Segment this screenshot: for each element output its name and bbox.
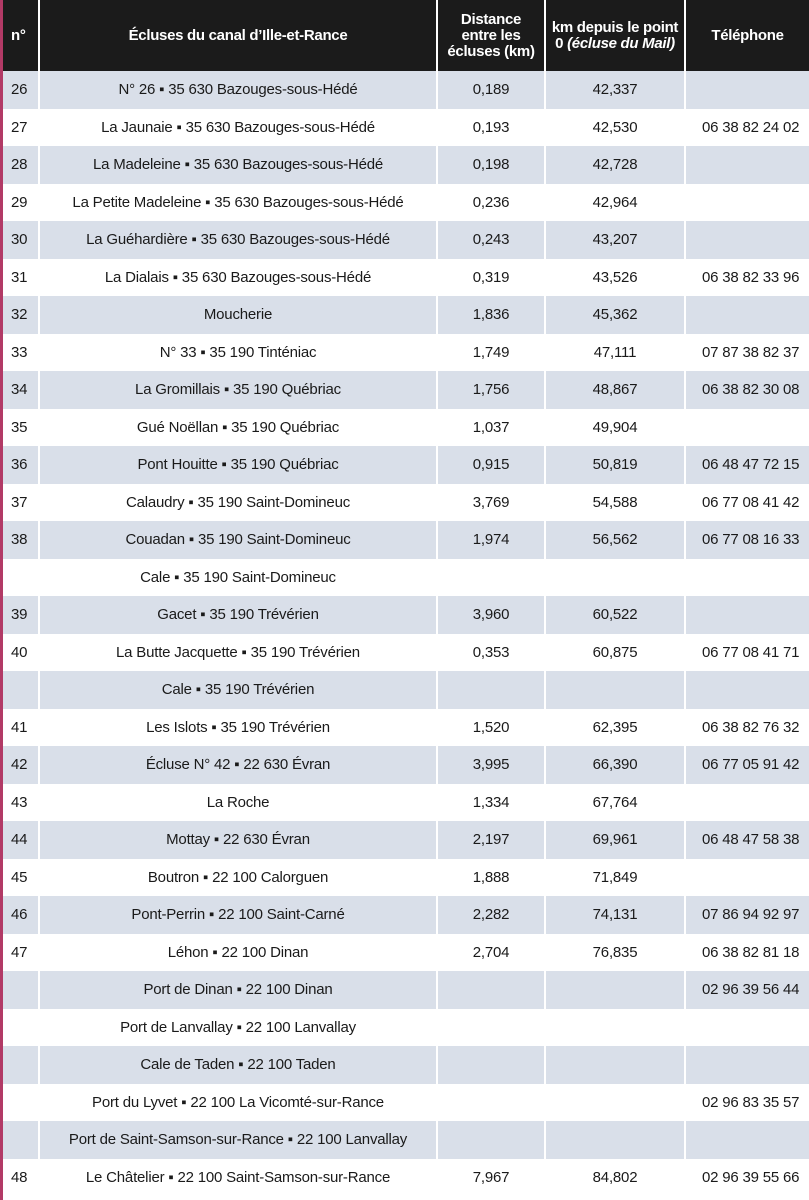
lock-phone: 06 48 47 72 15	[685, 446, 809, 484]
header-name: Écluses du canal d’Ille-et-Rance	[39, 0, 437, 71]
lock-number: 46	[3, 896, 39, 934]
lock-name: La Dialais ▪ 35 630 Bazouges-sous-Hédé	[39, 259, 437, 297]
lock-number: 37	[3, 484, 39, 522]
lock-name: La Guéhardière ▪ 35 630 Bazouges-sous-Hédé	[39, 221, 437, 259]
header-km	[545, 0, 685, 71]
lock-km: 42,337	[545, 71, 685, 109]
lock-distance: 0,198	[437, 146, 545, 184]
lock-distance	[437, 559, 545, 597]
lock-km: 49,904	[545, 409, 685, 447]
lock-phone	[685, 1121, 809, 1159]
lock-distance: 3,769	[437, 484, 545, 522]
lock-phone: 02 96 39 56 44	[685, 971, 809, 1009]
table-row	[3, 896, 809, 934]
lock-name: Port de Lanvallay ▪ 22 100 Lanvallay	[39, 1009, 437, 1047]
table-row	[3, 184, 809, 222]
lock-distance: 3,960	[437, 596, 545, 634]
lock-number: 39	[3, 596, 39, 634]
header-distance: Distance entre les écluses (km)	[437, 0, 545, 71]
lock-name: La Butte Jacquette ▪ 35 190 Trévérien	[39, 634, 437, 672]
lock-distance: 2,282	[437, 896, 545, 934]
lock-name: Écluse N° 42 ▪ 22 630 Évran	[39, 746, 437, 784]
table-row	[3, 784, 809, 822]
table-row	[3, 221, 809, 259]
lock-distance: 2,197	[437, 821, 545, 859]
table-row	[3, 371, 809, 409]
lock-name: N° 33 ▪ 35 190 Tinténiac	[39, 334, 437, 372]
table-row	[3, 1084, 809, 1122]
lock-km: 47,111	[545, 334, 685, 372]
lock-phone	[685, 296, 809, 334]
table-row	[3, 484, 809, 522]
lock-phone: 06 38 82 33 96	[685, 259, 809, 297]
lock-number: 32	[3, 296, 39, 334]
lock-km: 62,395	[545, 709, 685, 747]
lock-phone	[685, 596, 809, 634]
header-row	[3, 0, 809, 71]
lock-distance: 1,749	[437, 334, 545, 372]
lock-distance	[437, 1084, 545, 1122]
lock-phone	[685, 71, 809, 109]
lock-name: Pont-Perrin ▪ 22 100 Saint-Carné	[39, 896, 437, 934]
lock-km: 71,849	[545, 859, 685, 897]
lock-km: 74,131	[545, 896, 685, 934]
lock-distance: 0,189	[437, 71, 545, 109]
lock-name: Le Châtelier ▪ 22 100 Saint-Samson-sur-Rance	[39, 1159, 437, 1197]
lock-phone: 07 86 94 92 97	[685, 896, 809, 934]
table-row	[3, 671, 809, 709]
lock-km	[545, 671, 685, 709]
lock-km: 43,207	[545, 221, 685, 259]
lock-number	[3, 1046, 39, 1084]
lock-distance: 1,974	[437, 521, 545, 559]
lock-number: 44	[3, 821, 39, 859]
lock-km: 50,819	[545, 446, 685, 484]
lock-number: 41	[3, 709, 39, 747]
lock-km: 69,961	[545, 821, 685, 859]
lock-number: 29	[3, 184, 39, 222]
lock-number: 31	[3, 259, 39, 297]
lock-number: 38	[3, 521, 39, 559]
lock-number: 42	[3, 746, 39, 784]
lock-phone: 02 96 39 55 66	[685, 1159, 809, 1197]
lock-phone: 06 77 08 16 33	[685, 521, 809, 559]
lock-phone: 06 38 82 24 02	[685, 109, 809, 147]
lock-distance: 0,353	[437, 634, 545, 672]
table-row	[3, 934, 809, 972]
lock-number: 30	[3, 221, 39, 259]
lock-number: 45	[3, 859, 39, 897]
lock-distance: 3,995	[437, 746, 545, 784]
lock-name: Port de Saint-Samson-sur-Rance ▪ 22 100 Lanvallay	[39, 1121, 437, 1159]
lock-km: 45,362	[545, 296, 685, 334]
table-body	[3, 71, 809, 1196]
header-km-italic: (écluse du Mail)	[567, 34, 675, 52]
table-row	[3, 709, 809, 747]
lock-phone: 06 38 82 76 32	[685, 709, 809, 747]
lock-phone: 07 87 38 82 37	[685, 334, 809, 372]
lock-number	[3, 1084, 39, 1122]
lock-distance: 1,334	[437, 784, 545, 822]
lock-km	[545, 1121, 685, 1159]
lock-phone: 06 77 08 41 71	[685, 634, 809, 672]
lock-name: Port du Lyvet ▪ 22 100 La Vicomté-sur-Rance	[39, 1084, 437, 1122]
lock-distance: 0,243	[437, 221, 545, 259]
lock-distance: 1,520	[437, 709, 545, 747]
lock-number	[3, 1009, 39, 1047]
lock-km	[545, 1084, 685, 1122]
lock-km: 54,588	[545, 484, 685, 522]
lock-number: 27	[3, 109, 39, 147]
lock-name: La Petite Madeleine ▪ 35 630 Bazouges-sous-Hédé	[39, 184, 437, 222]
lock-name: Les Islots ▪ 35 190 Trévérien	[39, 709, 437, 747]
lock-name: N° 26 ▪ 35 630 Bazouges-sous-Hédé	[39, 71, 437, 109]
lock-name: Cale ▪ 35 190 Trévérien	[39, 671, 437, 709]
table-row	[3, 746, 809, 784]
lock-km: 60,875	[545, 634, 685, 672]
lock-number: 26	[3, 71, 39, 109]
lock-distance: 0,193	[437, 109, 545, 147]
lock-number: 35	[3, 409, 39, 447]
table-row	[3, 71, 809, 109]
lock-distance: 1,888	[437, 859, 545, 897]
lock-distance: 0,915	[437, 446, 545, 484]
lock-number: 28	[3, 146, 39, 184]
table-row	[3, 971, 809, 1009]
lock-name: La Jaunaie ▪ 35 630 Bazouges-sous-Hédé	[39, 109, 437, 147]
lock-number: 47	[3, 934, 39, 972]
lock-km: 43,526	[545, 259, 685, 297]
table-row	[3, 1046, 809, 1084]
lock-number: 36	[3, 446, 39, 484]
lock-phone	[685, 1009, 809, 1047]
header-km-prefix: km depuis le point 0	[551, 18, 679, 52]
table-row	[3, 559, 809, 597]
locks-table	[3, 0, 809, 1196]
lock-distance: 1,836	[437, 296, 545, 334]
lock-phone	[685, 559, 809, 597]
table-row	[3, 1009, 809, 1047]
lock-distance: 7,967	[437, 1159, 545, 1197]
lock-km: 76,835	[545, 934, 685, 972]
lock-km	[545, 971, 685, 1009]
table-header	[3, 0, 809, 71]
lock-name: Pont Houitte ▪ 35 190 Québriac	[39, 446, 437, 484]
lock-number	[3, 559, 39, 597]
lock-name: Gacet ▪ 35 190 Trévérien	[39, 596, 437, 634]
lock-number	[3, 1121, 39, 1159]
lock-name: Cale ▪ 35 190 Saint-Domineuc	[39, 559, 437, 597]
lock-distance	[437, 1121, 545, 1159]
lock-name: Port de Dinan ▪ 22 100 Dinan	[39, 971, 437, 1009]
lock-distance	[437, 671, 545, 709]
lock-km	[545, 1046, 685, 1084]
lock-km: 42,728	[545, 146, 685, 184]
lock-number: 33	[3, 334, 39, 372]
lock-phone	[685, 859, 809, 897]
lock-phone	[685, 409, 809, 447]
lock-distance: 0,319	[437, 259, 545, 297]
lock-distance: 0,236	[437, 184, 545, 222]
lock-km: 67,764	[545, 784, 685, 822]
lock-distance	[437, 1009, 545, 1047]
table-row	[3, 859, 809, 897]
lock-phone: 06 38 82 81 18	[685, 934, 809, 972]
table-row	[3, 409, 809, 447]
lock-name: Cale de Taden ▪ 22 100 Taden	[39, 1046, 437, 1084]
lock-phone: 06 77 08 41 42	[685, 484, 809, 522]
lock-name: La Roche	[39, 784, 437, 822]
lock-km: 66,390	[545, 746, 685, 784]
lock-number: 48	[3, 1159, 39, 1197]
lock-number	[3, 971, 39, 1009]
lock-phone	[685, 221, 809, 259]
lock-km: 42,530	[545, 109, 685, 147]
lock-distance: 1,756	[437, 371, 545, 409]
header-phone: Téléphone	[685, 0, 809, 71]
lock-phone	[685, 1046, 809, 1084]
lock-phone	[685, 784, 809, 822]
table-row	[3, 259, 809, 297]
lock-name: Mottay ▪ 22 630 Évran	[39, 821, 437, 859]
lock-name: La Gromillais ▪ 35 190 Québriac	[39, 371, 437, 409]
table-row	[3, 1121, 809, 1159]
lock-km: 60,522	[545, 596, 685, 634]
table-row	[3, 1159, 809, 1197]
lock-km: 84,802	[545, 1159, 685, 1197]
lock-phone	[685, 184, 809, 222]
lock-name: Couadan ▪ 35 190 Saint-Domineuc	[39, 521, 437, 559]
lock-km	[545, 559, 685, 597]
table-row	[3, 634, 809, 672]
table-row	[3, 146, 809, 184]
table-row	[3, 446, 809, 484]
lock-km: 48,867	[545, 371, 685, 409]
table-row	[3, 596, 809, 634]
lock-phone	[685, 146, 809, 184]
lock-name: La Madeleine ▪ 35 630 Bazouges-sous-Hédé	[39, 146, 437, 184]
lock-distance: 2,704	[437, 934, 545, 972]
lock-distance	[437, 971, 545, 1009]
table-row	[3, 109, 809, 147]
lock-name: Calaudry ▪ 35 190 Saint-Domineuc	[39, 484, 437, 522]
lock-number: 40	[3, 634, 39, 672]
lock-phone: 06 38 82 30 08	[685, 371, 809, 409]
header-num: n°	[3, 0, 39, 71]
lock-km: 42,964	[545, 184, 685, 222]
lock-phone: 06 77 05 91 42	[685, 746, 809, 784]
lock-phone	[685, 671, 809, 709]
table-row	[3, 521, 809, 559]
lock-distance: 1,037	[437, 409, 545, 447]
lock-km: 56,562	[545, 521, 685, 559]
table-row	[3, 334, 809, 372]
lock-number: 43	[3, 784, 39, 822]
lock-km	[545, 1009, 685, 1047]
table-row	[3, 296, 809, 334]
lock-phone: 02 96 83 35 57	[685, 1084, 809, 1122]
lock-name: Gué Noëllan ▪ 35 190 Québriac	[39, 409, 437, 447]
lock-number	[3, 671, 39, 709]
lock-name: Moucherie	[39, 296, 437, 334]
table-row	[3, 821, 809, 859]
lock-phone: 06 48 47 58 38	[685, 821, 809, 859]
lock-number: 34	[3, 371, 39, 409]
lock-name: Boutron ▪ 22 100 Calorguen	[39, 859, 437, 897]
lock-distance	[437, 1046, 545, 1084]
lock-name: Léhon ▪ 22 100 Dinan	[39, 934, 437, 972]
